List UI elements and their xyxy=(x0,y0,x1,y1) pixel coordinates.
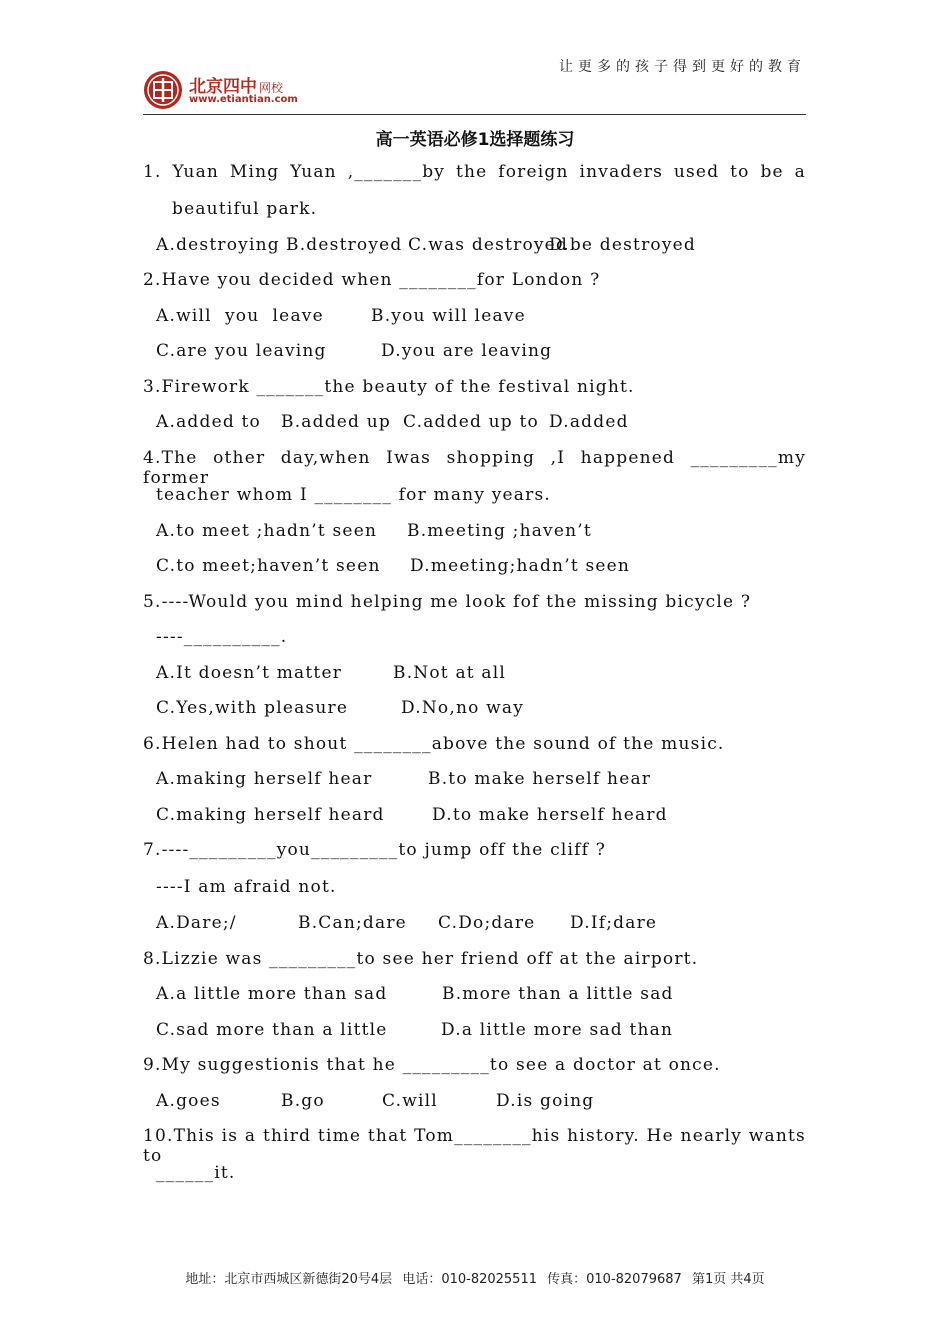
question-stem-continued: beautiful park. xyxy=(172,199,318,219)
answer-option: D.a little more sad than xyxy=(441,1020,674,1040)
logo-name-main: 北京四中 xyxy=(189,77,257,97)
answer-option: C.to meet;haven’t seen xyxy=(156,556,381,576)
answer-option: C.Do;dare xyxy=(438,913,536,933)
question-stem-continued: ----__________. xyxy=(156,627,288,647)
answer-option: A.It doesn’t matter xyxy=(156,663,343,683)
footer-fax: 传真：010-82079687 xyxy=(547,1272,682,1287)
answer-option: B.go xyxy=(281,1091,325,1111)
answer-option: C.was destroyed xyxy=(408,235,569,255)
answer-option: B.destroyed xyxy=(286,235,403,255)
answer-option: A.making herself hear xyxy=(156,769,373,789)
footer-phone: 电话：010-82025511 xyxy=(402,1272,537,1287)
answer-option: D.you are leaving xyxy=(381,341,553,361)
header-rule xyxy=(143,114,806,115)
page-title: 高一英语必修1选择题练习 xyxy=(375,130,575,150)
question-stem: 2.Have you decided when ________for London ? xyxy=(143,270,601,290)
question-stem: 1. Yuan Ming Yuan ,_______by the foreign invaders used to be a xyxy=(143,162,806,182)
answer-option: D.meeting;hadn’t seen xyxy=(410,556,631,576)
answer-option: B.added up xyxy=(281,412,391,432)
answer-option: B.more than a little sad xyxy=(442,984,674,1004)
answer-option: A.will you leave xyxy=(156,306,324,326)
answer-option: A.goes xyxy=(156,1091,221,1111)
answer-option: C.making herself heard xyxy=(156,805,385,825)
seal-icon xyxy=(143,70,183,110)
answer-option: D.No,no way xyxy=(401,698,525,718)
footer-page: 第1页 共4页 xyxy=(691,1272,765,1287)
answer-option: C.Yes,with pleasure xyxy=(156,698,349,718)
question-stem-continued: ----I am afraid not. xyxy=(156,877,337,897)
question-stem: 5.----Would you mind helping me look fof the missing bicycle ? xyxy=(143,592,752,612)
school-logo xyxy=(143,68,313,114)
answer-option: B.Can;dare xyxy=(298,913,407,933)
answer-option: D.added xyxy=(549,412,629,432)
answer-option: A.added to xyxy=(156,412,261,432)
answer-option: A.to meet ;hadn’t seen xyxy=(156,521,378,541)
question-stem: 8.Lizzie was _________to see her friend off at the airport. xyxy=(143,949,699,969)
question-stem-continued: ______it. xyxy=(156,1163,236,1183)
answer-option: A.Dare;/ xyxy=(156,913,237,933)
answer-option: D.be destroyed xyxy=(549,235,696,255)
header-slogan: 让更多的孩子得到更好的教育 xyxy=(559,59,806,75)
answer-option: C.are you leaving xyxy=(156,341,327,361)
question-stem: 6.Helen had to shout ________above the sound of the music. xyxy=(143,734,725,754)
answer-option: C.sad more than a little xyxy=(156,1020,388,1040)
answer-option: C.added up to xyxy=(403,412,539,432)
answer-option: A.a little more than sad xyxy=(156,984,388,1004)
answer-option: A.destroying xyxy=(156,235,280,255)
answer-option: C.will xyxy=(382,1091,438,1111)
answer-option: B.you will leave xyxy=(371,306,526,326)
footer-address: 地址：北京市西城区新德街20号4层 xyxy=(185,1272,393,1287)
question-stem-continued: teacher whom I ________ for many years. xyxy=(156,485,551,505)
page-footer xyxy=(0,1268,950,1287)
question-stem: 4.The other day,when Iwas shopping ,I happened _________my former xyxy=(143,448,806,488)
question-stem: 7.----_________you_________to jump off the cliff ? xyxy=(143,840,607,860)
logo-name-sub: 网校 xyxy=(259,81,284,95)
answer-option: D.to make herself heard xyxy=(432,805,668,825)
answer-option: B.meeting ;haven’t xyxy=(407,521,592,541)
answer-option: B.to make herself hear xyxy=(428,769,652,789)
logo-url: www.etiantian.com xyxy=(189,94,298,105)
question-stem: 10.This is a third time that Tom________his history. He nearly wants to xyxy=(143,1126,806,1166)
question-stem: 9.My suggestionis that he _________to see a doctor at once. xyxy=(143,1055,721,1075)
answer-option: D.If;dare xyxy=(570,913,658,933)
question-stem: 3.Firework _______the beauty of the festival night. xyxy=(143,377,635,397)
answer-option: D.is going xyxy=(496,1091,595,1111)
answer-option: B.Not at all xyxy=(393,663,507,683)
